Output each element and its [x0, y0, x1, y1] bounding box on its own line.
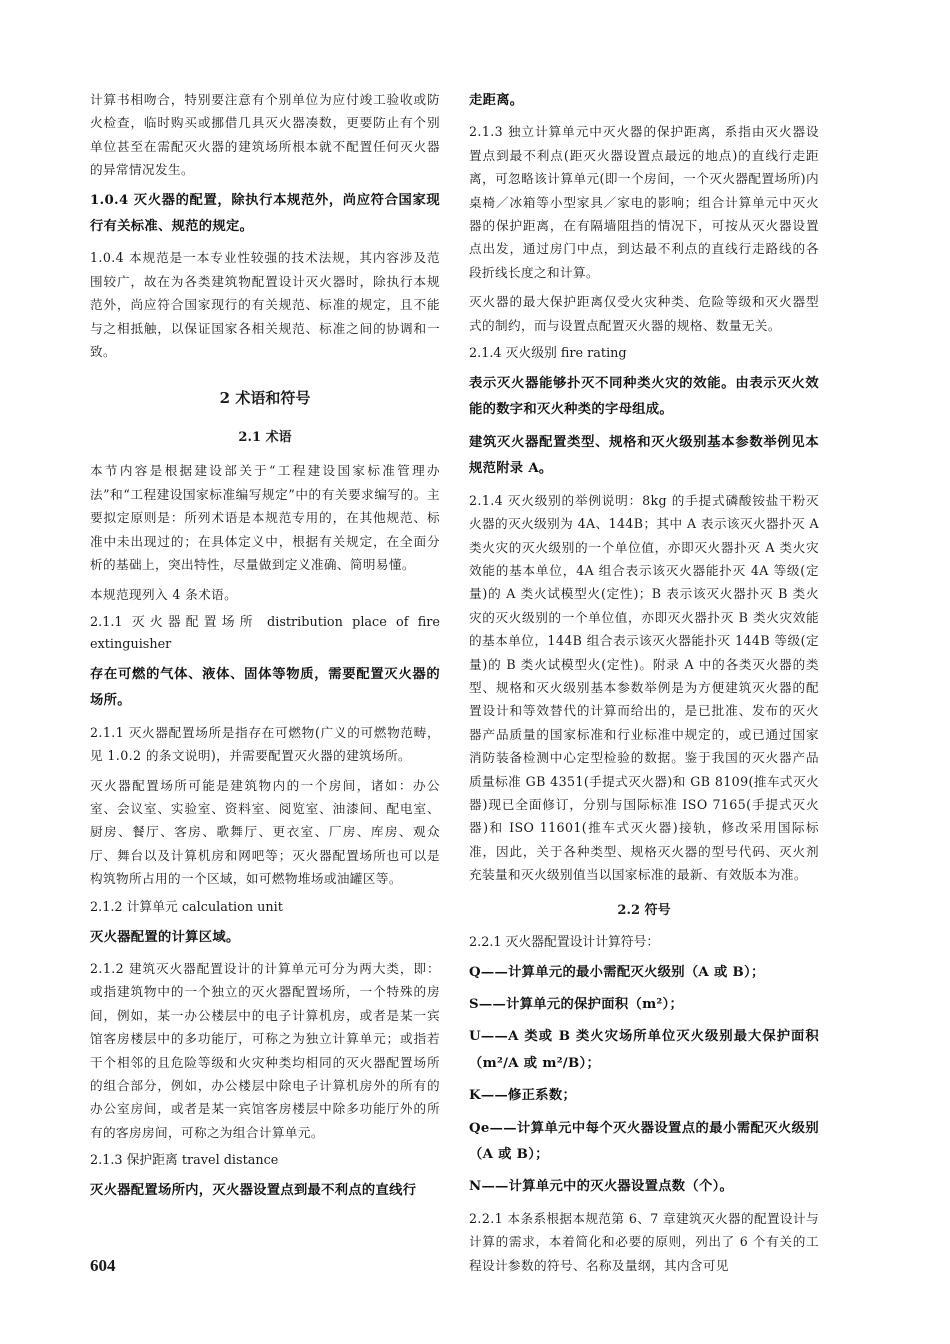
right-paragraph: 2.1.4 灭火级别 fire rating	[469, 346, 627, 362]
left-paragraph: 1.0.4 本规范是一本专业性较强的技术法规，其内容涉及范围较广，故在为各类建筑物配置设计灭火器时，除执行本规范外，尚应符合国家现行的有关规范、标准的规定，且不能与之相抵触，以保证国家各相关规范、标准之间的协调和一致。	[90, 250, 440, 360]
left-paragraph: 灭火器配置场所内，灭火器设置点到最不利点的直线行	[90, 1183, 417, 1199]
right-paragraph: U——A 类或 B 类火灾场所单位灭火级别最大保护面积（m²/A 或 m²/B）；	[469, 1029, 819, 1071]
right-paragraph: 2.1.4 灭火级别的举例说明：8kg 的手提式磷酸铵盐干粉灭火器的灭火级别为 4A、144B；其中 A 表示该灭火器扑灭 A 类火灾的灭火级别的一个单位值，亦即灭火器扑灭 A 类火灾效能的基本单位，4A 组合表示该灭火器能扑灭 4A 等级(定量)的 A 类火试模型火(定性)；B 表示该灭火器扑灭 B 类火灾的灭火级别的一个单位值，亦即灭火器扑灭 B 类火灾效能的基本单位，144B 组合表示该灭火器能扑灭 144B 等级(定量)的 B 类火试模型火(定性)。附录 A 中的各类灭火器的类型、规格和灭火级别基本参数举例是为方便建筑灭火器的配置设计和等效替代的计算而给出的，是已批准、发布的灭火器产品质量的国家标准和行业标准中规定的，或已通过国家消防装备检测中心定型检验的数据。鉴于我国的灭火器产品质量标准 GB 4351(手提式灭火器)和 GB 8109(推车式灭火器)现已全面修订，分别与国际标准 ISO 7165(手提式灭火器)和 ISO 11601(推车式灭火器)接轨，修改采用国际标准，因此，关于各种类型、规格灭火器的型号代码、灭火剂充装量和灭火级别值当以国家标准的最新、有效版本为准。	[469, 492, 819, 883]
right-paragraph: 2.2.1 灭火器配置设计计算符号：	[469, 934, 660, 950]
right-paragraph: 2.1.3 独立计算单元中灭火器的保护距离，系指由灭火器设置点到最不利点(距灭火器设置点最远的地点)的直线行走距离，可忽略该计算单元(即一个房间，一个灭火器配置场所)内桌椅／冰箱等小型家具／家电的影响；组合计算单元中灭火器的保护距离，在有隔墙阻挡的情况下，可按从灭火器设置点出发，通过房门中点，到达最不利点的直线行走路线的各段折线长度之和计算。	[469, 124, 819, 280]
page-number: 604	[90, 1256, 116, 1275]
left-paragraph: 本节内容是根据建设部关于“工程建设国家标准管理办法”和“工程建设国家标准编写规定”中的有关要求编写的。主要拟定原则是：所列术语是本规范专用的，在其他规范、标准中未出现过的；在具体定义中，根据有关规定，在全面分析的基础上，突出特性，尽量做到定义准确、简明易懂。	[90, 463, 440, 573]
left-paragraph: 2.1.2 计算单元 calculation unit	[90, 899, 283, 915]
left-paragraph: 本规范现列入 4 条术语。	[90, 586, 238, 602]
right-section-heading: 2.2 符号	[617, 902, 671, 918]
left-paragraph: 2.1.1 灭火器配置场所是指存在可燃物(广义的可燃物范畴，见 1.0.2 的条文说明)，并需要配置灭火器的建筑场所。	[90, 724, 440, 764]
left-paragraph: 2.1.3 保护距离 travel distance	[90, 1153, 279, 1169]
left-paragraph: 存在可燃的气体、液体、固体等物质，需要配置灭火器的场所。	[90, 666, 440, 709]
left-chapter-heading: 2 术语和符号	[219, 389, 311, 408]
right-paragraph: Q——计算单元的最小需配灭火级别（A 或 B）；	[469, 964, 765, 980]
left-column	[90, 88, 440, 1211]
right-paragraph: 建筑灭火器配置类型、规格和灭火级别基本参数举例见本规范附录 A。	[469, 434, 819, 477]
left-paragraph: 2.1.2 建筑灭火器配置设计的计算单元可分为两大类，即：或指建筑物中的一个独立的灭火器配置场所，一个特殊的房间，例如，某一办公楼层中的电子计算机房，或者是某一宾馆客房楼层中的多功能厅，可称之为独立计算单元；或指若干个相邻的且危险等级和火灾种类均相同的灭火器配置场所的组合部分，例如，办公楼层中除电子计算机房外的所有的办公室房间，或者是某一宾馆客房楼层中除多功能厅外的所有的客房房间，可称之为组合计算单元。	[90, 960, 440, 1140]
left-paragraph: 2.1.1 灭火器配置场所 distribution place of fire extinguisher	[90, 614, 440, 652]
right-paragraph: K——修正系数；	[469, 1088, 577, 1104]
right-column	[469, 88, 819, 1283]
left-paragraph: 计算书相吻合，特别要注意有个别单位为应付竣工验收或防火检查，临时购买或挪借几具灭火器凑数，更要防止有个别单位甚至在需配灭火器的建筑场所根本就不配置任何灭火器的异常情况发生。	[90, 92, 440, 178]
right-paragraph: 表示灭火器能够扑灭不同种类火灾的效能。由表示灭火效能的数字和灭火种类的字母组成。	[469, 376, 819, 418]
left-paragraph: 灭火器配置场所可能是建筑物内的一个房间，诸如：办公室、会议室、实验室、资料室、阅览室、油漆间、配电室、厨房、餐厅、客房、歌舞厅、更衣室、厂房、库房、观众厅、舞台以及计算机房和网吧等；灭火器配置场所也可以是构筑物所占用的一个区域，如可燃物堆场或油罐区等。	[90, 777, 440, 887]
right-paragraph: Qe——计算单元中每个灭火器设置点的最小需配灭火级别（A 或 B）；	[469, 1120, 819, 1163]
right-paragraph: 灭火器的最大保护距离仅受火灾种类、危险等级和灭火器型式的制约，而与设置点配置灭火器的规格、数量无关。	[469, 294, 819, 333]
left-section-heading: 2.1 术语	[238, 430, 292, 446]
left-paragraph: 1.0.4 灭火器的配置，除执行本规范外，尚应符合国家现行有关标准、规范的规定。	[90, 192, 440, 235]
right-paragraph: 2.2.1 本条系根据本规范第 6、7 章建筑灭火器的配置设计与计算的需求，本着简化和必要的原则，列出了 6 个有关的工程设计参数的符号、名称及量纲，其内含可见	[469, 1210, 819, 1273]
right-paragraph: S——计算单元的保护面积（m²）；	[469, 997, 684, 1012]
right-paragraph: 走距离。	[469, 93, 524, 108]
left-paragraph: 灭火器配置的计算区域。	[90, 929, 240, 945]
right-paragraph: N——计算单元中的灭火器设置点数（个）。	[469, 1179, 734, 1195]
